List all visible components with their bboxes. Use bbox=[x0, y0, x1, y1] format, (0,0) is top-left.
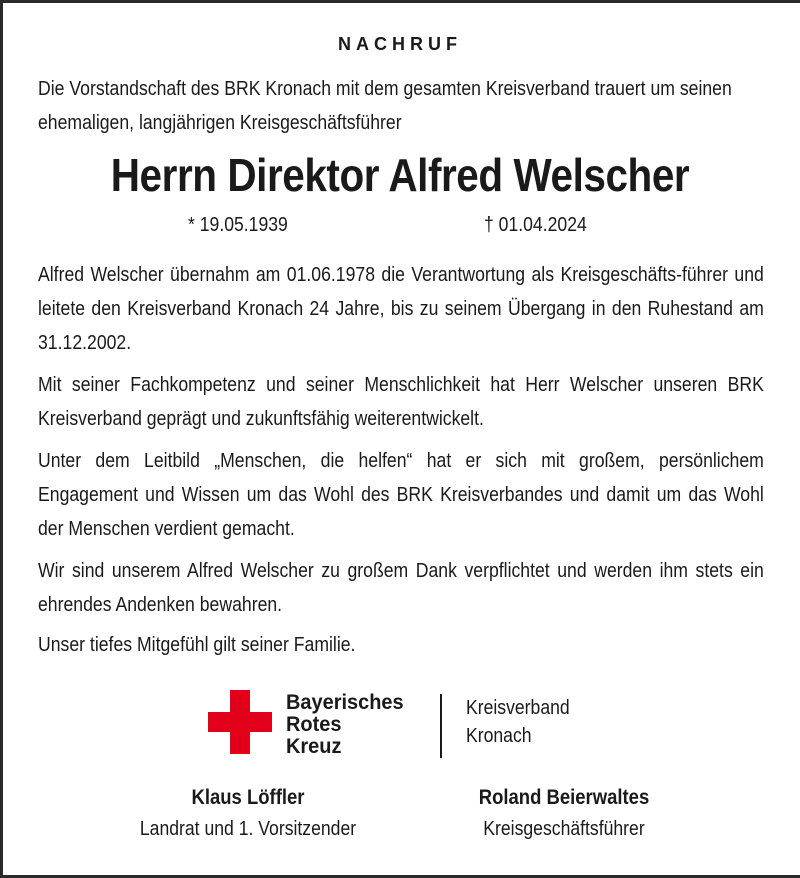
brk-wordmark-line2: Rotes bbox=[286, 713, 342, 736]
unit-name bbox=[466, 694, 570, 750]
birth-date: * 19.05.1939 bbox=[188, 214, 288, 236]
logo-divider bbox=[440, 694, 442, 758]
brk-wordmark-line3: Kreuz bbox=[286, 735, 342, 758]
paragraph-career: Alfred Welscher übernahm am 01.06.1978 die Verantwortung als Kreisgeschäfts-führer und leitete den Kreisverband Kronach 24 Jahre, bis zu seinem Übergang in den Ruhestand am 31.12.2002. bbox=[38, 263, 764, 354]
paragraph-competence: Mit seiner Fachkompetenz und seiner Menschlichkeit hat Herr Welscher unseren BRK Kreisverband geprägt und zukunftsfähig weiterentwickelt. bbox=[38, 373, 764, 430]
signature-role: Landrat und 1. Vorsitzender bbox=[139, 818, 357, 840]
notice-heading: NACHRUF bbox=[338, 34, 462, 54]
signature-name: Klaus Löffler bbox=[191, 786, 305, 809]
unit-name-line1: Kreisverband bbox=[466, 697, 570, 719]
intro-text: Die Vorstandschaft des BRK Kronach mit dem gesamten Kreisverband trauert um seinen ehemaligen, langjährigen Kreisgeschäftsführer bbox=[38, 77, 732, 134]
red-cross-icon bbox=[208, 690, 272, 754]
deceased-name: Herrn Direktor Alfred Welscher bbox=[110, 149, 690, 201]
signature-chairman bbox=[116, 784, 380, 846]
signature-name: Roland Beierwaltes bbox=[478, 786, 650, 809]
paragraph-condolence: Unser tiefes Mitgefühl gilt seiner Familie. bbox=[38, 633, 356, 656]
paragraph-mission: Unter dem Leitbild „Menschen, die helfen“ hat er sich mit großem, persönlichem Engagement und Wissen um das Wohl des BRK Kreisverbandes und damit um das Wohl der Menschen verdient gemacht. bbox=[38, 449, 764, 540]
brk-wordmark-line1: Bayerisches bbox=[286, 691, 404, 714]
brk-wordmark bbox=[286, 692, 410, 758]
paragraph-gratitude: Wir sind unserem Alfred Welscher zu großem Dank verpflichtet und werden ihm stets ein ehrendes Andenken bewahren. bbox=[38, 559, 764, 616]
signature-role: Kreisgeschäftsführer bbox=[483, 818, 645, 840]
border-top bbox=[0, 0, 800, 3]
border-left bbox=[0, 0, 3, 878]
signature-manager bbox=[432, 784, 696, 846]
brk-logo bbox=[200, 676, 600, 766]
death-date: † 01.04.2024 bbox=[484, 214, 587, 236]
unit-name-line2: Kronach bbox=[466, 725, 532, 747]
